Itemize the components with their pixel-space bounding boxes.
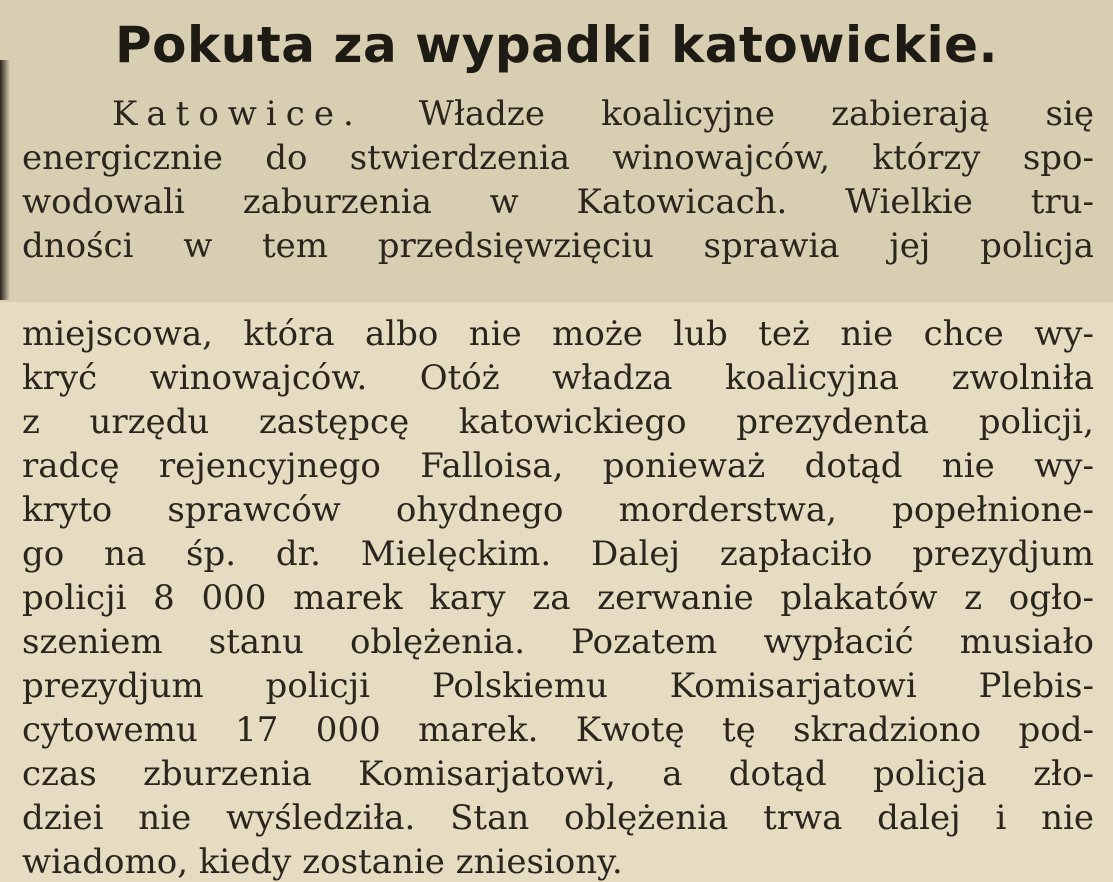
article-line-5: miejscowa, która albo nie może lub też nie chce wy-: [22, 314, 1094, 354]
article-line-15: czas zburzenia Komisarjatowi, a dotąd policja zło-: [22, 754, 1094, 794]
article-line-11: policji 8 000 marek kary za zerwanie plakatów z ogło-: [22, 578, 1094, 618]
article-line-3: wodowali zaburzenia w Katowicach. Wielkie tru-: [22, 182, 1094, 222]
article-dateline: Katowice.: [112, 94, 363, 134]
article-line-16: dziei nie wyśledziła. Stan oblężenia trwa dalej i nie: [22, 798, 1094, 838]
article-headline: Pokuta za wypadki katowickie.: [114, 16, 999, 74]
article-line-14: cytowemu 17 000 marek. Kwotę tę skradziono pod-: [22, 710, 1094, 750]
article-line-17: wiadomo, kiedy zostanie zniesiony.: [22, 842, 623, 882]
article-line-6: kryć winowajców. Otóż władza koalicyjna zwolniła: [22, 358, 1094, 398]
article-line-2: energicznie do stwierdzenia winowajców, którzy spo-: [22, 138, 1094, 178]
article-line-10: go na śp. dr. Mielęckim. Dalej zapłaciło prezydjum: [22, 534, 1094, 574]
article-line-4: dności w tem przedsięwzięciu sprawia jej policja: [22, 226, 1094, 266]
torn-edge-shadow: [0, 60, 10, 300]
article-line-7: z urzędu zastępcę katowickiego prezydenta policji,: [22, 402, 1094, 442]
article-line-1: Katowice. Władze koalicyjne zabierają się: [112, 94, 1094, 134]
article-line-8: radcę rejencyjnego Falloisa, ponieważ dotąd nie wy-: [22, 446, 1094, 486]
article-line-9: kryto sprawców ohydnego morderstwa, popełnione-: [22, 490, 1094, 530]
article-line-12: szeniem stanu oblężenia. Pozatem wypłacić musiało: [22, 622, 1094, 662]
article-line-13: prezydjum policji Polskiemu Komisarjatowi Plebis-: [22, 666, 1094, 706]
